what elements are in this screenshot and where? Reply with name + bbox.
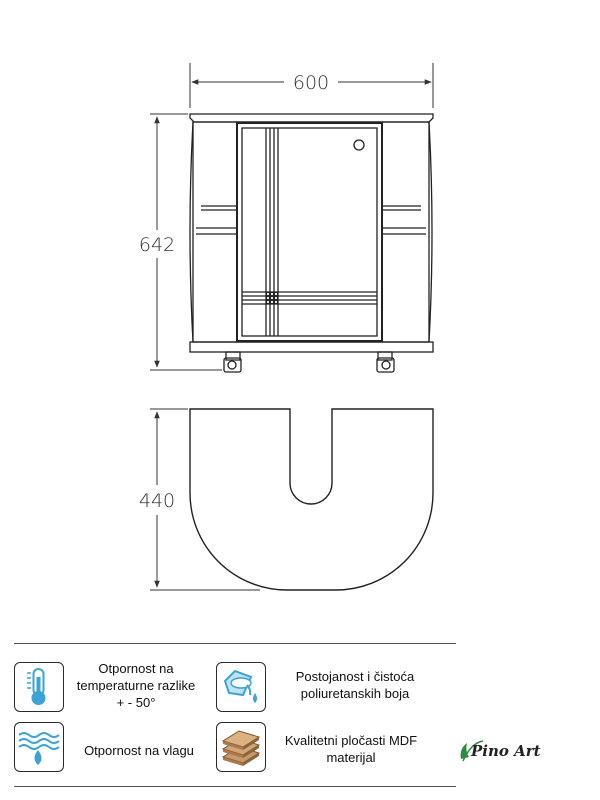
cabinet-top-view (190, 409, 433, 590)
pino-art-logo (457, 735, 577, 765)
paint-bucket-icon (216, 662, 266, 712)
cabinet-front-view (190, 114, 433, 372)
divider-top (14, 643, 456, 644)
height-dimension (139, 114, 222, 370)
mdf-boards-icon (216, 722, 266, 772)
feature-mdf-text: Kvalitetni pločasti MDF materijal (284, 733, 418, 765)
feature-paint-text: Postojanost i čistoća poliuretanskih boja (295, 669, 415, 701)
divider-bottom (14, 786, 456, 787)
thermometer-icon (14, 662, 64, 712)
depth-dimension (139, 409, 260, 590)
caster-right (377, 352, 394, 372)
feature-temperature-text: Otpornost na temperaturne razlike + - 50° (76, 661, 196, 710)
door-knob (354, 140, 364, 150)
width-dimension (190, 63, 433, 108)
water-drop-icon (14, 722, 64, 772)
brand-name: Pino Art (471, 742, 541, 760)
feature-moisture-text: Otpornost na vlagu (84, 743, 194, 758)
caster-left (224, 352, 241, 372)
width-label: 600 (292, 72, 330, 94)
depth-label: 440 (138, 490, 176, 512)
height-label: 642 (138, 234, 176, 256)
